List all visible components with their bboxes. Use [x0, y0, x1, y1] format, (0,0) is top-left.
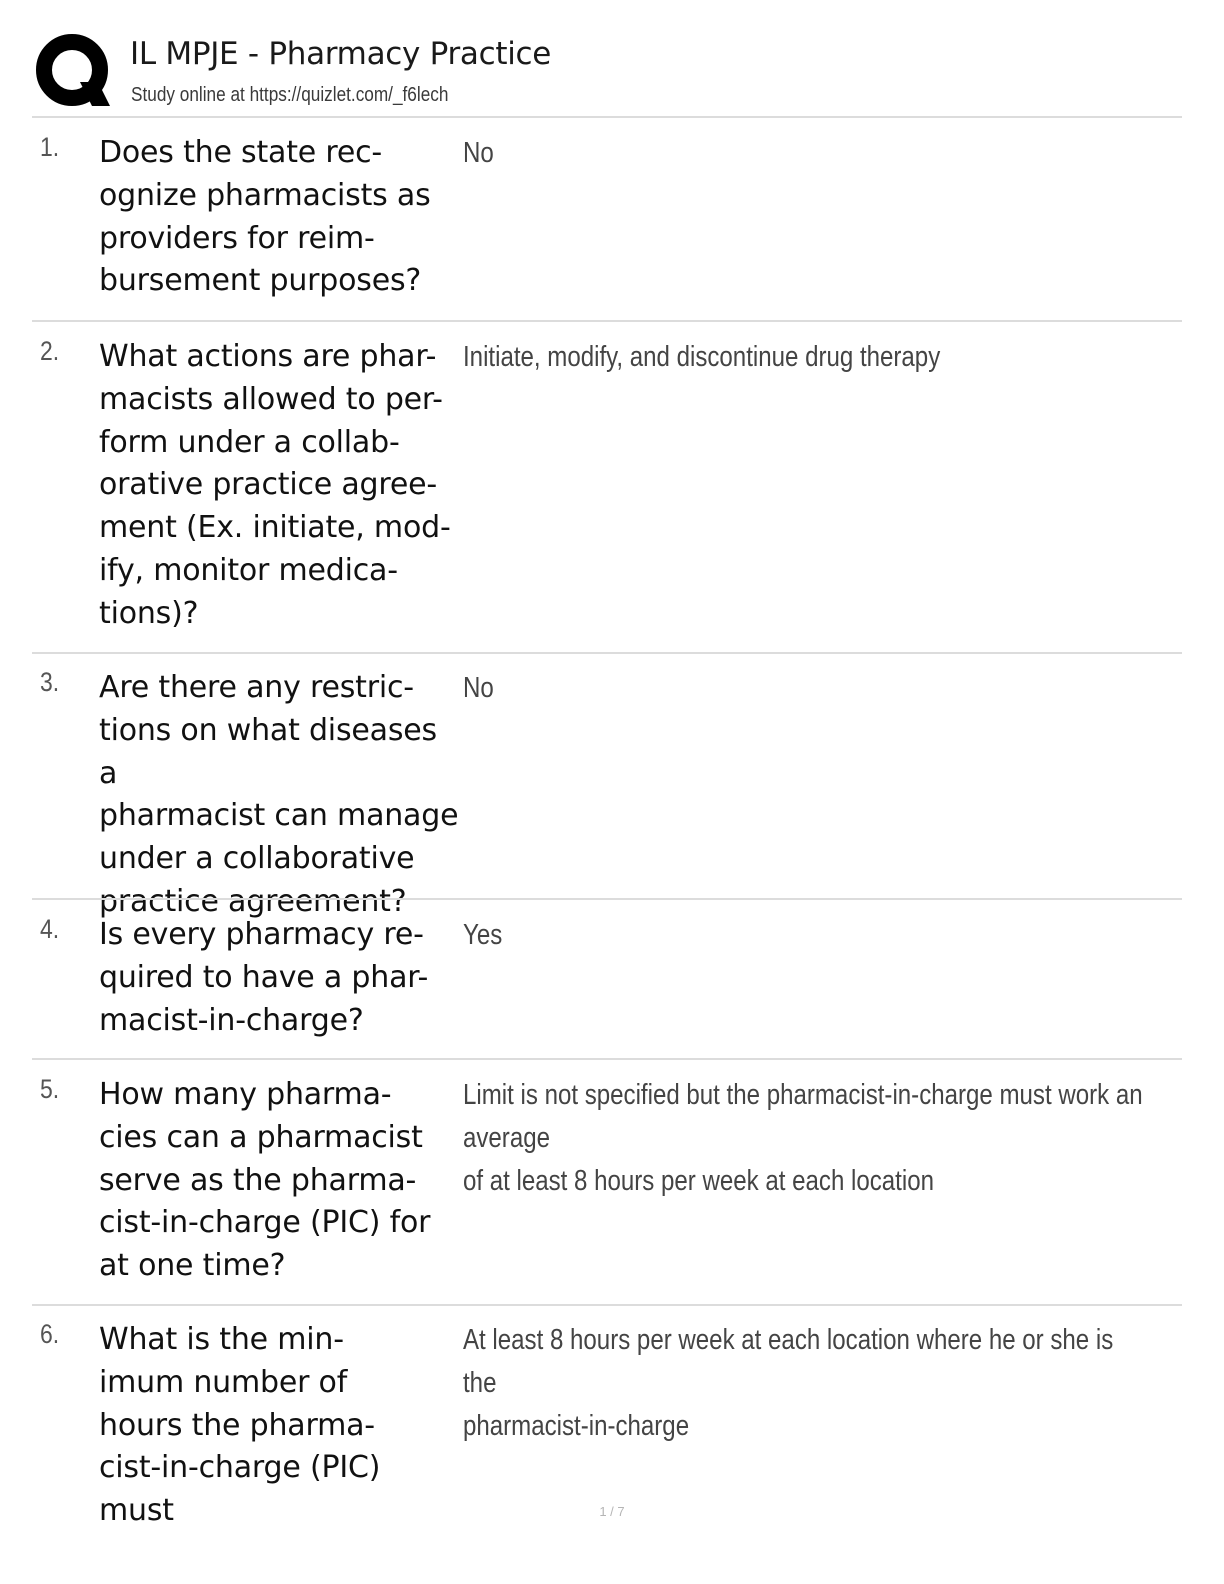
- divider: [32, 898, 1182, 900]
- card-term: Does the state rec- ognize pharmacists as providers for reim- bursement purposes?: [99, 135, 431, 299]
- page-title: IL MPJE - Pharmacy Practice: [130, 36, 552, 72]
- card-definition: Yes: [463, 919, 503, 951]
- card-definition: Limit is not specified but the pharmacist-in-charge must work an average of at least 8 hours per week at each location: [463, 1079, 1143, 1197]
- card-term: Are there any restric- tions on what diseases a pharmacist can manage under a collaborative practice agreement?: [99, 670, 459, 919]
- card-number: 4.: [40, 914, 60, 944]
- card-term: Is every pharmacy re- quired to have a phar- macist-in-charge?: [99, 917, 429, 1038]
- card-number: 1.: [40, 132, 60, 162]
- divider: [32, 1304, 1182, 1306]
- card-term: What actions are phar- macists allowed to per- form under a collab- orative practice agree- ment (Ex. initiate, mod- ify, monitor medica- tions)?: [99, 339, 451, 631]
- card-definition: No: [463, 672, 494, 704]
- card-number: 5.: [40, 1074, 60, 1104]
- card-number: 2.: [40, 336, 60, 366]
- divider: [32, 116, 1182, 118]
- divider: [32, 320, 1182, 322]
- card-term: How many pharma- cies can a pharmacist serve as the pharma- cist-in-charge (PIC) for at one time?: [99, 1077, 431, 1284]
- card-definition: No: [463, 137, 494, 169]
- card-number: 6.: [40, 1319, 60, 1349]
- card-number: 3.: [40, 667, 60, 697]
- page-header: [32, 30, 1182, 116]
- card-term: What is the min- imum number of hours the pharma- cist-in-charge (PIC) must: [99, 1322, 381, 1529]
- divider: [32, 1058, 1182, 1060]
- study-online-link[interactable]: Study online at https://quizlet.com/_f6lech: [131, 84, 449, 106]
- card-definition: At least 8 hours per week at each location where he or she is the pharmacist-in-charge: [463, 1324, 1114, 1442]
- quizlet-q-logo-icon: [34, 32, 114, 112]
- page-indicator: 1 / 7: [599, 1504, 625, 1519]
- card-definition: Initiate, modify, and discontinue drug therapy: [463, 341, 941, 373]
- divider: [32, 652, 1182, 654]
